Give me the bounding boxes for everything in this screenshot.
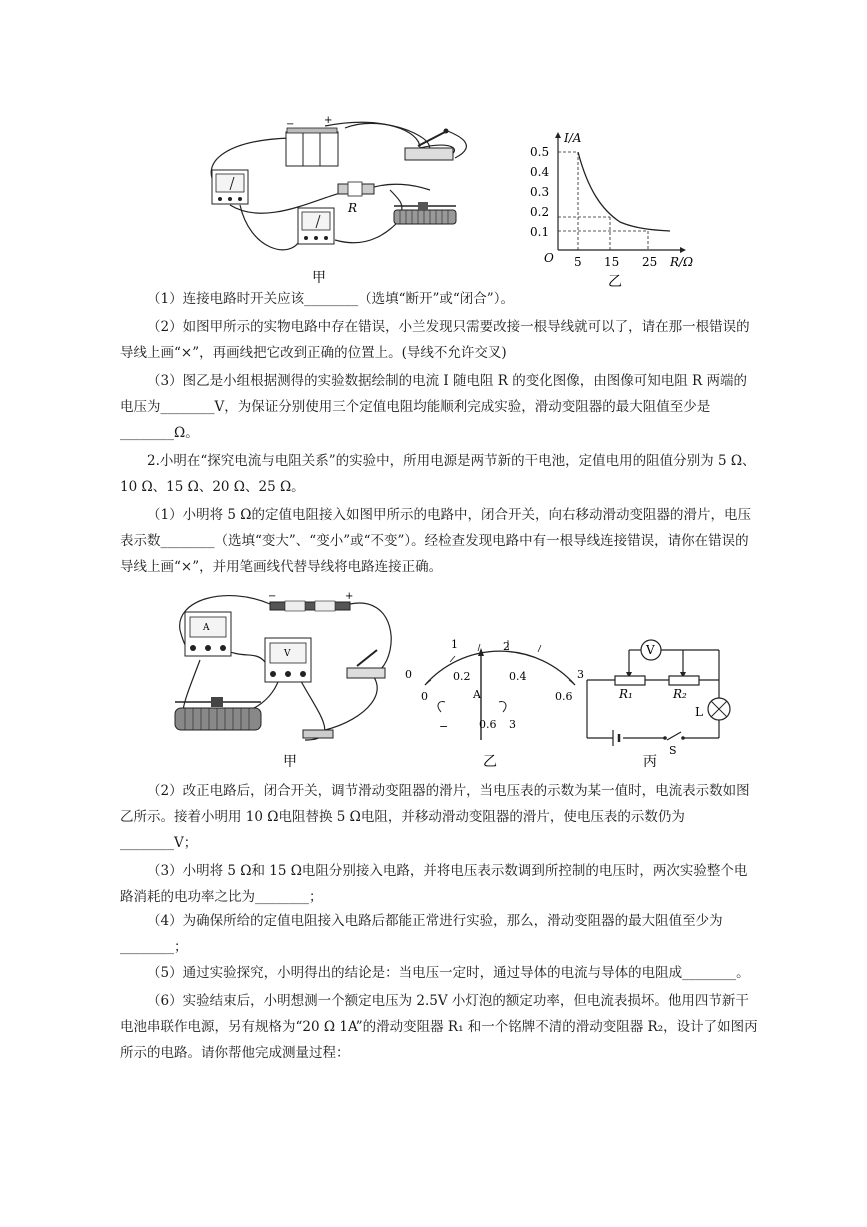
q2-part-5: （5）通过实验探究，小明得出的结论是：当电压一定时，通过导体的电流与导体的电阻成________。 bbox=[147, 965, 750, 981]
schematic-voltmeter-label: V bbox=[646, 643, 655, 657]
figure-2-jia bbox=[175, 591, 391, 770]
figure-2-label-jia: 甲 bbox=[283, 754, 297, 770]
q2-part-3: （3）小明将 5 Ω和 15 Ω电阻分别接入电路，并将电压表示数调到所控制的电压时，两次实验整个电路消耗的电功率之比为________； bbox=[120, 863, 748, 905]
figure-2 bbox=[165, 590, 745, 770]
graph-curve bbox=[578, 152, 670, 231]
meter-bottom-scale: 0 bbox=[421, 690, 428, 703]
figure-1-label-jia: 甲 bbox=[312, 270, 326, 286]
svg-text:−: − bbox=[286, 119, 295, 130]
graph-x-tick: 15 bbox=[604, 255, 620, 269]
graph-x-tick: 5 bbox=[574, 255, 582, 269]
rheostat-1 bbox=[394, 202, 456, 224]
meter-terminal: 3 bbox=[509, 718, 516, 731]
q1-part-3: （3）图乙是小组根据测得的实验数据绘制的电流 I 随电阻 R 的变化图像，由图像可知电阻 R 两端的电压为________V，为保证分别使用三个定值电阻均能顺利完成实验，滑动变阻器的最大阻值至少是________Ω。 bbox=[120, 373, 747, 441]
graph-x-tick: 25 bbox=[642, 255, 658, 269]
meter-bottom-scale: 0.2 bbox=[453, 670, 471, 683]
meter-top-scale: 1 bbox=[451, 638, 458, 651]
q2-part-4: （4）为确保所给的定值电阻接入电路后都能正常进行实验，那么，滑动变阻器的最大阻值至少为________； bbox=[120, 913, 723, 955]
figure-1 bbox=[190, 110, 710, 290]
svg-text:V: V bbox=[284, 649, 291, 659]
graph-y-tick: 0.3 bbox=[530, 185, 550, 199]
schematic-r2-label: R₂ bbox=[673, 687, 687, 701]
q2-part-6: （6）实验结束后，小明想测一个额定电压为 2.5V 小灯泡的额定功率，但电流表损坏。他用四节新干电池串联作电源，另有规格为“20 Ω 1A”的滑动变阻器 R₁ 和一个铭牌不清的滑动变阻器 R₂，设计了如图丙所示的电路。请你帮他完成测量过程： bbox=[120, 993, 758, 1061]
figure-1-label-yi: 乙 bbox=[608, 274, 622, 290]
fixed-resistor bbox=[338, 182, 374, 215]
meter-top-scale: 0 bbox=[405, 668, 412, 681]
meter-terminal: − bbox=[439, 720, 449, 733]
figure-2-meter bbox=[405, 638, 584, 770]
q2-part-2: （2）改正电路后，闭合开关，调节滑动变阻器的滑片，当电压表的示数为某一值时，电流表示数如图乙所示。接着小明用 10 Ω电阻替换 5 Ω电阻，并移动滑动变阻器的滑片，使电压表的示数仍为________V； bbox=[120, 783, 750, 851]
meter-bottom-scale: 0.4 bbox=[509, 670, 527, 683]
figure-2-schematic bbox=[587, 640, 730, 770]
q2-part-1: （1）小明将 5 Ω的定值电阻接入如图甲所示的电路中，闭合开关，向右移动滑动变阻器的滑片，电压表示数________（选填“变大”、“变小”或“不变”）。经检查发现电路中有一根导线连接错误，请你在错误的导线上画“×”，并用笔画线代替导线将电路连接正确。 bbox=[120, 507, 751, 575]
figure-2-label-yi: 乙 bbox=[483, 754, 497, 770]
svg-text:A: A bbox=[203, 623, 210, 633]
q1-part-1: （1）连接电路时开关应该________（选填“断开”或“闭合”）。 bbox=[147, 291, 514, 307]
resistor-label: R bbox=[348, 201, 358, 215]
svg-text:+: + bbox=[345, 591, 354, 602]
ammeter-1 bbox=[212, 170, 248, 204]
q2-intro: 2.小明在“探究电流与电阻关系”的实验中，所用电源是两节新的干电池，定值电用的阻值分别为 5 Ω、10 Ω、15 Ω、20 Ω、25 Ω。 bbox=[120, 453, 756, 495]
graph-x-axis-label: R/Ω bbox=[670, 255, 694, 269]
figure-2-label-bing: 丙 bbox=[643, 754, 657, 770]
q1-part-2: （2）如图甲所示的实物电路中存在错误，小兰发现只需要改接一根导线就可以了，请在那一根错误的导线上画“×”，再画线把它改到正确的位置上。(导线不允许交叉) bbox=[120, 319, 750, 361]
graph-y-tick: 0.5 bbox=[530, 145, 550, 159]
svg-text:−: − bbox=[268, 591, 277, 602]
schematic-switch-label: S bbox=[669, 744, 677, 757]
graph-y-axis-label: I/A bbox=[564, 131, 582, 145]
i-r-graph bbox=[530, 131, 693, 290]
svg-text:+: + bbox=[324, 115, 333, 126]
schematic-r1-label: R₁ bbox=[619, 687, 633, 701]
battery-pack bbox=[286, 115, 338, 166]
schematic-lamp-label: L bbox=[695, 705, 703, 719]
meter-top-scale: 2 bbox=[503, 640, 510, 653]
graph-y-tick: 0.4 bbox=[530, 165, 550, 179]
graph-y-tick: 0.1 bbox=[530, 225, 550, 239]
voltmeter-1 bbox=[298, 208, 334, 244]
meter-bottom-scale: 0.6 bbox=[555, 690, 573, 703]
meter-unit: A bbox=[473, 688, 481, 701]
graph-y-tick: 0.2 bbox=[530, 205, 550, 219]
meter-top-scale: 3 bbox=[577, 668, 584, 681]
graph-origin: O bbox=[544, 251, 554, 265]
meter-terminal: 0.6 bbox=[479, 718, 497, 731]
